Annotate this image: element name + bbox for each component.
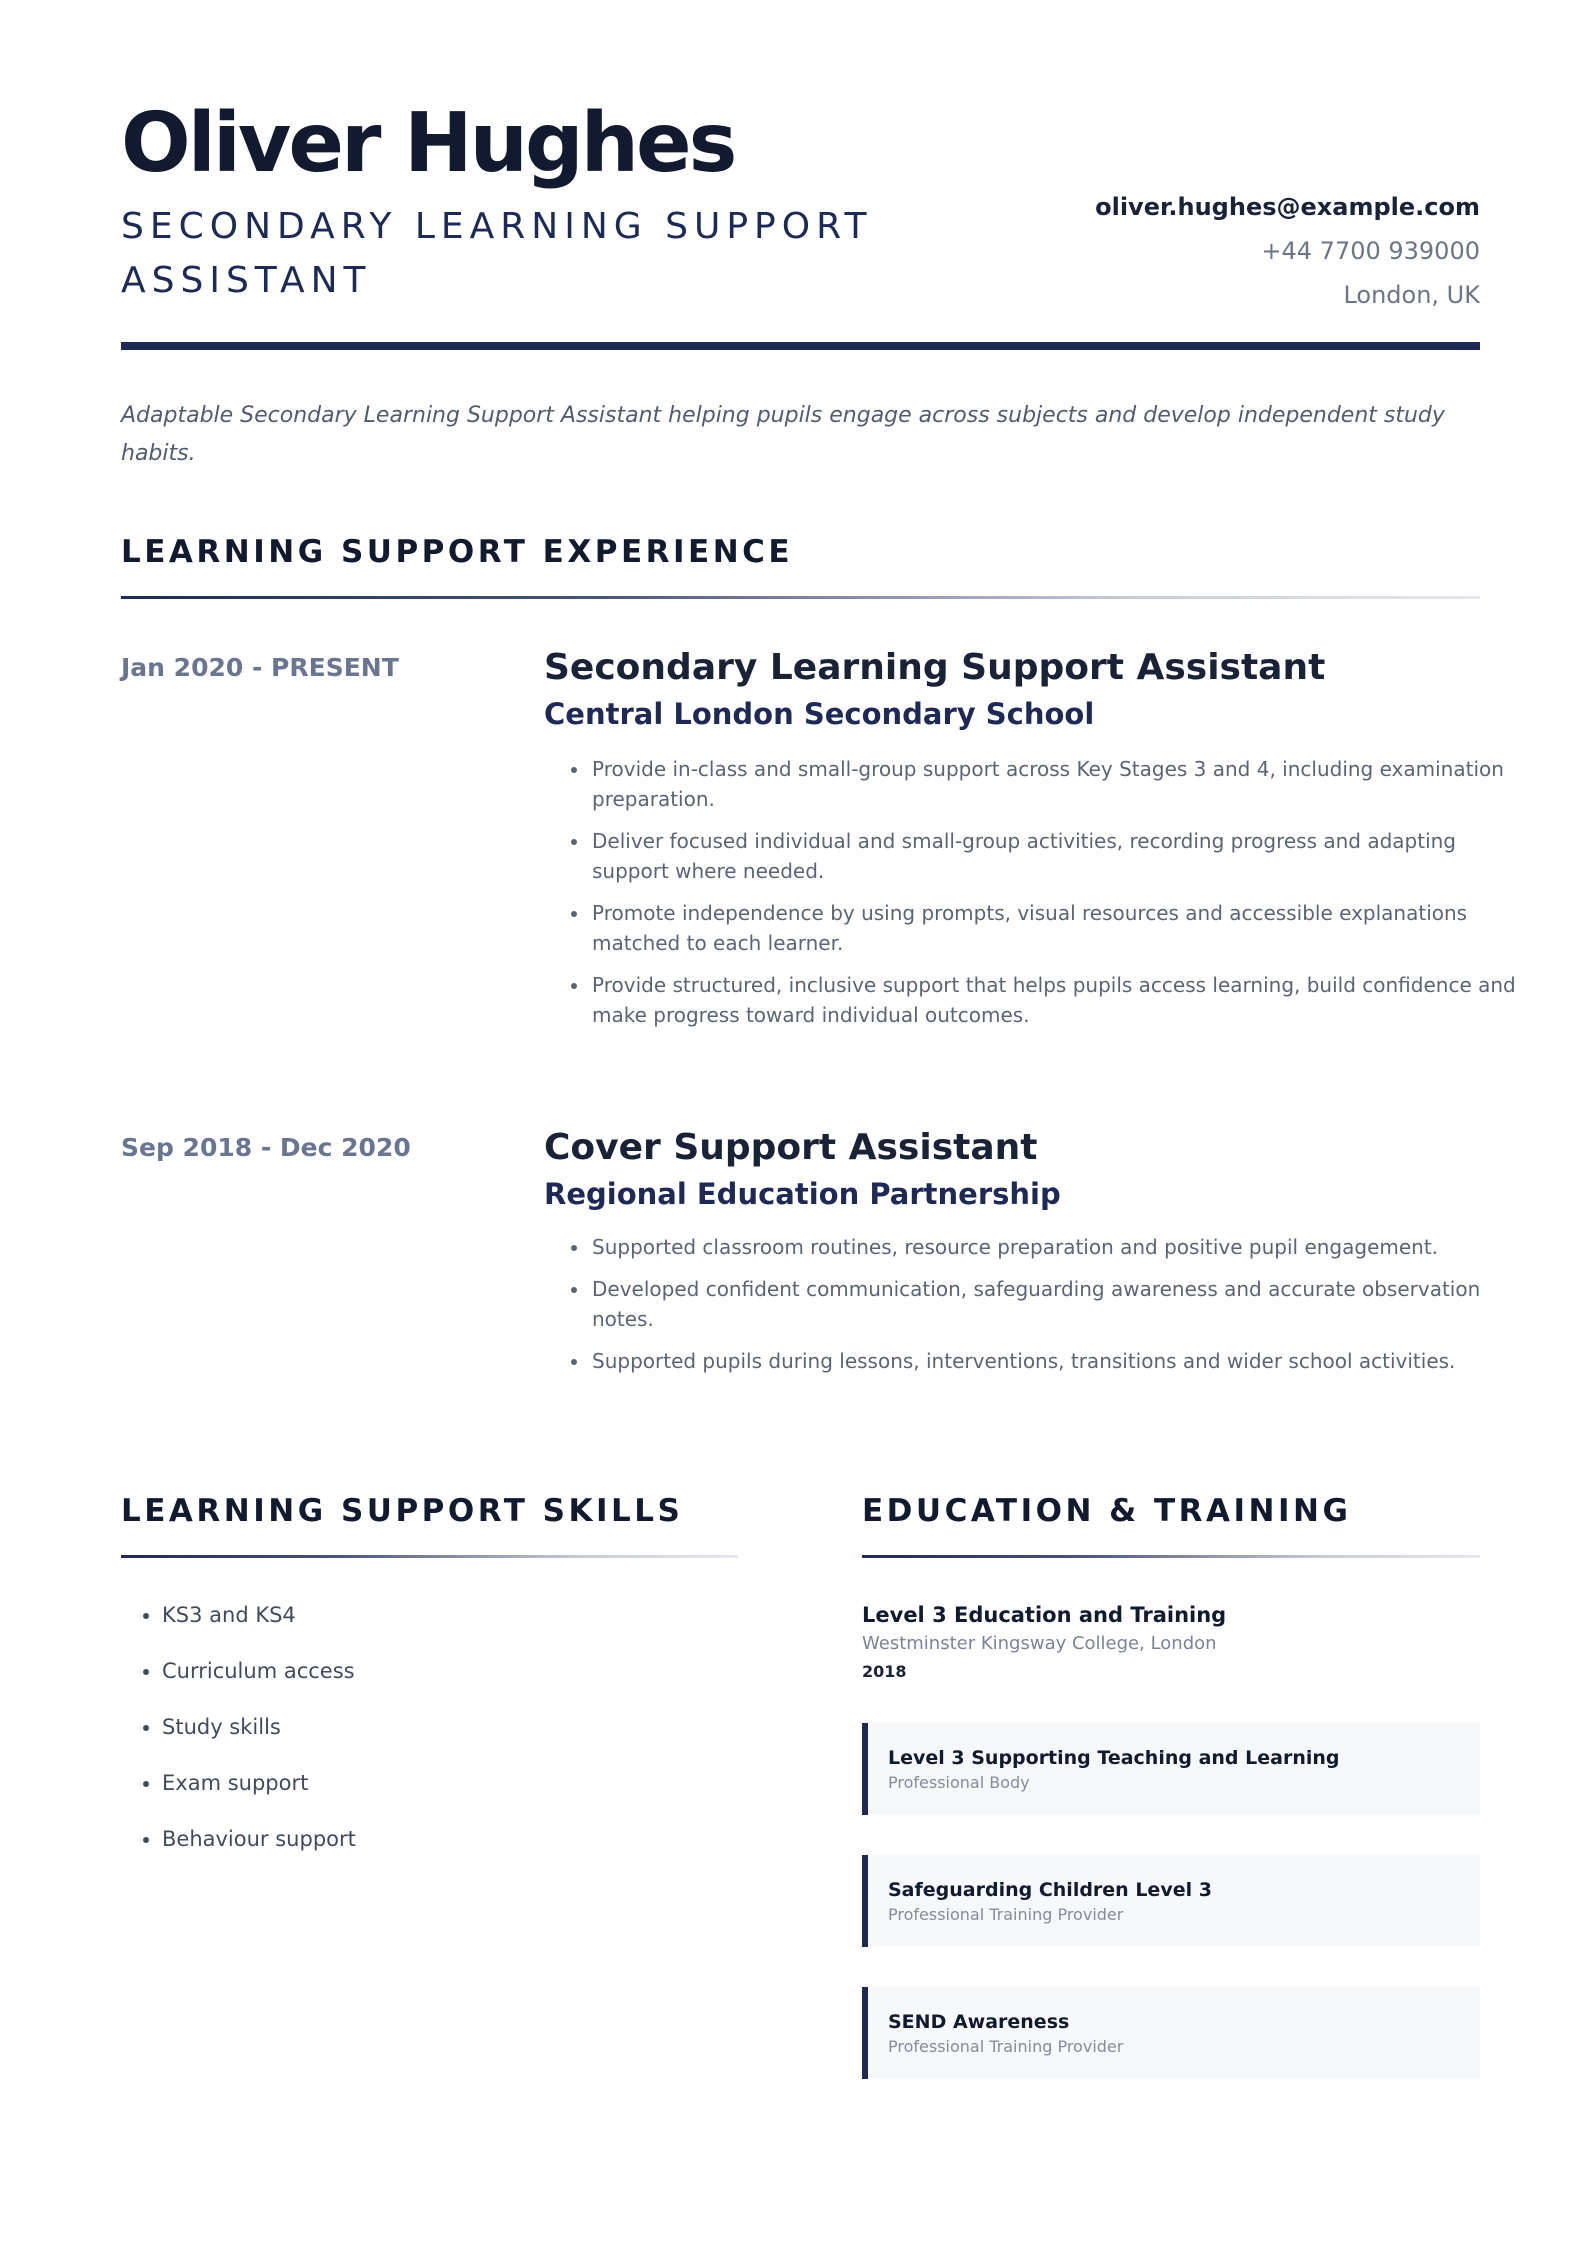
contact-email[interactable]: oliver.hughes@example.com [1095, 193, 1480, 221]
contact-block [1095, 185, 1480, 317]
skill-item: • Study skills [162, 1712, 762, 1742]
candidate-name: Oliver Hughes [121, 96, 735, 191]
job-bullet: • Supported classroom routines, resource preparation and positive pupil engagement. [590, 1232, 1520, 1262]
experience-divider [121, 596, 1480, 599]
certification-card [862, 1987, 1480, 2079]
job-dates: Sep 2018 - Dec 2020 [121, 1133, 411, 1162]
education-institution: Westminster Kingsway College, London [862, 1633, 1217, 1654]
job-role: Secondary Learning Support Assistant [544, 647, 1326, 688]
skills-list [121, 1600, 762, 1880]
job-dates: Jan 2020 - PRESENT [121, 653, 399, 682]
job-organisation: Central London Secondary School [544, 697, 1095, 731]
skill-item: • Behaviour support [162, 1824, 762, 1854]
skill-item: • Curriculum access [162, 1656, 762, 1686]
job-responsibilities [544, 1232, 1520, 1388]
job-organisation: Regional Education Partnership [544, 1177, 1061, 1211]
education-divider [862, 1555, 1480, 1558]
job-responsibilities [544, 754, 1520, 1042]
certification-name: SEND Awareness [888, 2011, 1070, 2033]
certification-source: Professional Training Provider [888, 2037, 1124, 2056]
certification-card [862, 1855, 1480, 1947]
job-bullet: • Deliver focused individual and small-group activities, recording progress and adapting support where needed. [590, 826, 1520, 886]
contact-location: London, UK [1343, 281, 1480, 309]
certification-name: Safeguarding Children Level 3 [888, 1879, 1212, 1901]
job-bullet: • Provide structured, inclusive support that helps pupils access learning, build confidence and make progress toward individual outcomes. [590, 970, 1520, 1030]
job-bullet: • Provide in-class and small-group support across Key Stages 3 and 4, including examination preparation. [590, 754, 1520, 814]
certification-card [862, 1723, 1480, 1815]
education-heading: EDUCATION & TRAINING [862, 1493, 1352, 1529]
education-year: 2018 [862, 1662, 907, 1681]
education-entry [862, 1600, 1482, 1686]
education-qualification: Level 3 Education and Training [862, 1603, 1227, 1627]
job-bullet: • Supported pupils during lessons, interventions, transitions and wider school activities. [590, 1346, 1520, 1376]
profile-summary: Adaptable Secondary Learning Support Assistant helping pupils engage across subjects and develop independent study habits. [121, 403, 1445, 466]
header-divider [121, 342, 1480, 350]
contact-phone: +44 7700 939000 [1261, 237, 1480, 265]
skills-divider [121, 1555, 738, 1558]
skill-item: • KS3 and KS4 [162, 1600, 762, 1630]
skill-item: • Exam support [162, 1768, 762, 1798]
job-bullet: • Promote independence by using prompts, visual resources and accessible explanations matched to each learner. [590, 898, 1520, 958]
job-bullet: • Developed confident communication, safeguarding awareness and accurate observation notes. [590, 1274, 1520, 1334]
experience-heading: LEARNING SUPPORT EXPERIENCE [121, 534, 794, 570]
certification-name: Level 3 Supporting Teaching and Learning [888, 1747, 1340, 1769]
job-role: Cover Support Assistant [544, 1127, 1038, 1168]
certification-source: Professional Training Provider [888, 1905, 1124, 1924]
skills-heading: LEARNING SUPPORT SKILLS [121, 1493, 684, 1529]
candidate-title: SECONDARY LEARNING SUPPORT ASSISTANT [121, 206, 873, 301]
certification-source: Professional Body [888, 1773, 1030, 1792]
